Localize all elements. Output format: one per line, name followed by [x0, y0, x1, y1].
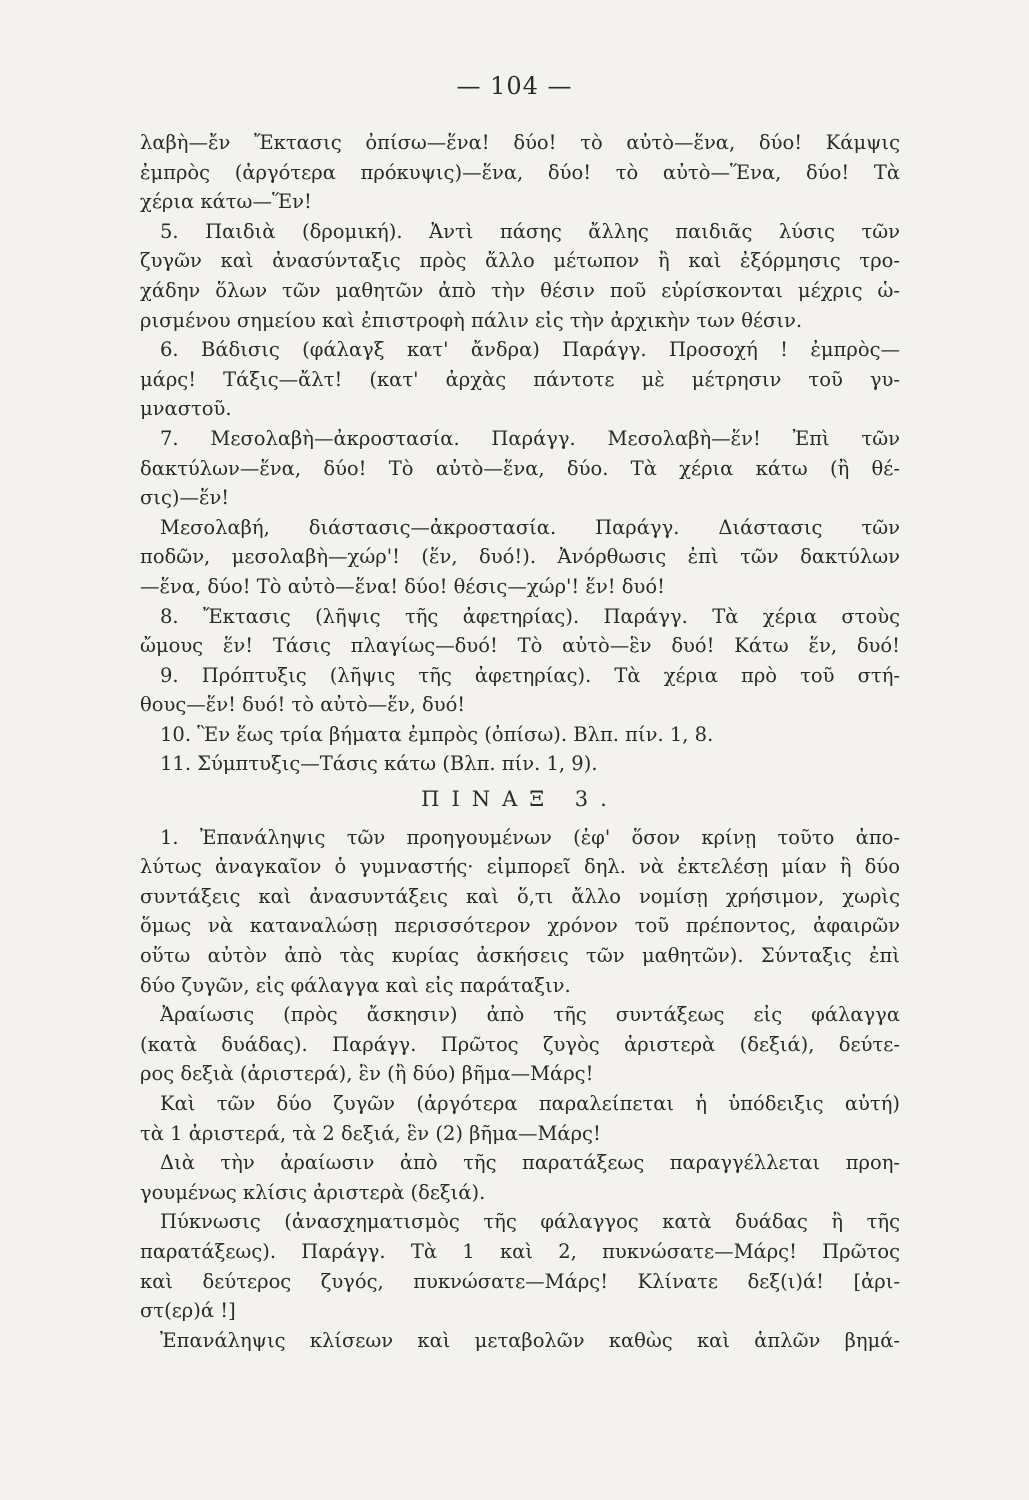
text-line: χέρια κάτω—Ἕν!	[140, 190, 312, 214]
text-line: θους—ἕν! δυό! τὸ αὐτὸ—ἕν, δυό!	[140, 693, 466, 717]
text-line: Ἐπανάληψις κλίσεων καὶ μεταβολῶν καθὼς καὶ ἁπλῶν βημά-	[160, 1328, 900, 1352]
text-line: οὕτω αὐτὸν ἀπὸ τὰς κυρίας ἀσκήσεις τῶν μαθητῶν). Σύνταξις ἐπὶ	[140, 944, 900, 968]
text-line: τὰ 1 ἀριστερά, τὰ 2 δεξιά, ἓν (2) βῆμα—Μάρς!	[140, 1121, 601, 1145]
page-number: — 104 —	[456, 72, 573, 100]
text-line: 11. Σύμπτυξις—Τάσις κάτω (Βλπ. πίν. 1, 9).	[160, 752, 598, 776]
text-line: 8. Ἔκτασις (λῆψις τῆς ἀφετηρίας). Παράγγ. Τὰ χέρια στοὺς	[160, 604, 900, 628]
text-line: μναστοῦ.	[140, 397, 232, 421]
text-line: λαβὴ—ἔν Ἔκτασις ὀπίσω—ἕνα! δύο! τὸ αὐτὸ—ἕνα, δύο! Κάμψις	[140, 131, 900, 154]
text-line: παρατάξεως). Παράγγ. Τὰ 1 καὶ 2, πυκνώσατε—Μάρς! Πρῶτος	[140, 1239, 900, 1263]
text-line: συντάξεις καὶ ἀνασυντάξεις καὶ ὅ,τι ἄλλο νομίσῃ χρήσιμον, χωρὶς	[140, 884, 900, 908]
text-line: μάρς! Τάξις—ἄλτ! (κατ' ἀρχὰς πάντοτε μὲ μέτρησιν τοῦ γυ-	[140, 367, 900, 391]
text-line: ὤμους ἕν! Τάσις πλαγίως—δυό! Τὸ αὐτὸ—ἓν δυό! Κάτω ἕν, δυό!	[140, 634, 900, 658]
text-line: 6. Βάδισις (φάλαγξ κατ' ἄνδρα) Παράγγ. Προσοχή ! ἐμπρὸς—	[160, 338, 900, 362]
text-line: 5. Παιδιὰ (δρομική). Ἀντὶ πάσης ἄλλης παιδιᾶς λύσις τῶν	[160, 219, 900, 243]
text-line: 1. Ἐπανάληψις τῶν προηγουμένων (ἐφ' ὅσον κρίνῃ τοῦτο ἀπο-	[160, 825, 900, 849]
text-line: δακτύλων—ἕνα, δύο! Τὸ αὐτὸ—ἕνα, δύο. Τὰ χέρια κάτω (ἢ θέ-	[140, 456, 900, 480]
text-line: Πύκνωσις (ἀνασχηματισμὸς τῆς φάλαγγος κατὰ δυάδας ἢ τῆς	[160, 1210, 900, 1234]
text-line: 10. Ἓν ἕως τρία βήματα ἐμπρὸς (ὀπίσω). Βλπ. πίν. 1, 8.	[160, 722, 714, 746]
text-line: δύο ζυγῶν, εἰς φάλαγγα καὶ εἰς παράταξιν.	[140, 973, 571, 997]
text-line: σις)—ἕν!	[140, 486, 230, 510]
text-line: ρος δεξιὰ (ἀριστερά), ἓν (ἢ δύο) βῆμα—Μάρς!	[140, 1062, 594, 1086]
text-line: ἐμπρὸς (ἀργότερα πρόκυψις)—ἕνα, δύο! τὸ αὐτὸ—Ἕνα, δύο! Τὰ	[140, 160, 900, 184]
text-line: στ(ερ)ά !]	[140, 1299, 236, 1323]
text-line: Καὶ τῶν δύο ζυγῶν (ἀργότερα παραλείπεται ἡ ὑπόδειξις αὐτή)	[160, 1092, 900, 1115]
body-text	[140, 128, 900, 1355]
text-line: γουμένως κλίσις ἀριστερὰ (δεξιά).	[140, 1180, 486, 1204]
text-line: ρισμένου σημείου καὶ ἐπιστροφὴ πάλιν εἰς τὴν ἀρχικὴν των θέσιν.	[140, 308, 803, 332]
text-line: (κατὰ δυάδας). Παράγγ. Πρῶτος ζυγὸς ἀριστερὰ (δεξιά), δεύτε-	[140, 1032, 900, 1056]
section-heading: ΠΙΝΑΞ 3.	[421, 787, 619, 812]
text-line: —ἕνα, δύο! Τὸ αὐτὸ—ἕνα! δύο! θέσις—χώρ'! ἕν! δυό!	[140, 574, 665, 598]
text-line: Ἀραίωσις (πρὸς ἄσκησιν) ἀπὸ τῆς συντάξεως εἰς φάλαγγα	[160, 1003, 900, 1027]
text-line: λύτως ἀναγκαῖον ὁ γυμναστής· εἰμπορεῖ δηλ. νὰ ἐκτελέσῃ μίαν ἢ δύο	[140, 855, 900, 879]
text-line: 7. Μεσολαβὴ—ἀκροστασία. Παράγγ. Μεσολαβὴ—ἕν! Ἐπὶ τῶν	[160, 426, 900, 450]
text-line: ποδῶν, μεσολαβὴ—χώρ'! (ἕν, δυό!). Ἀνόρθωσις ἐπὶ τῶν δακτύλων	[140, 545, 900, 569]
text-line: Διὰ τὴν ἀραίωσιν ἀπὸ τῆς παρατάξεως παραγγέλλεται προη-	[160, 1151, 900, 1175]
text-line: ζυγῶν καὶ ἀνασύνταξις πρὸς ἄλλο μέτωπον ἢ καὶ ἐξόρμησις τρο-	[140, 249, 900, 273]
text-line: χάδην ὅλων τῶν μαθητῶν ἀπὸ τὴν θέσιν ποῦ εὑρίσκονται μέχρις ὡ-	[140, 278, 900, 302]
text-line: 9. Πρόπτυξις (λῆψις τῆς ἀφετηρίας). Τὰ χέρια πρὸ τοῦ στή-	[160, 663, 900, 687]
text-line: ὅμως νὰ καταναλώσῃ περισσότερον χρόνον τοῦ πρέποντος, ἀφαιρῶν	[140, 914, 900, 938]
text-line: καὶ δεύτερος ζυγός, πυκνώσατε—Μάρς! Κλίνατε δεξ(ι)ά! [ἀρι-	[140, 1269, 900, 1293]
text-line: Μεσολαβή, διάστασις—ἀκροστασία. Παράγγ. Διάστασις τῶν	[160, 515, 900, 539]
